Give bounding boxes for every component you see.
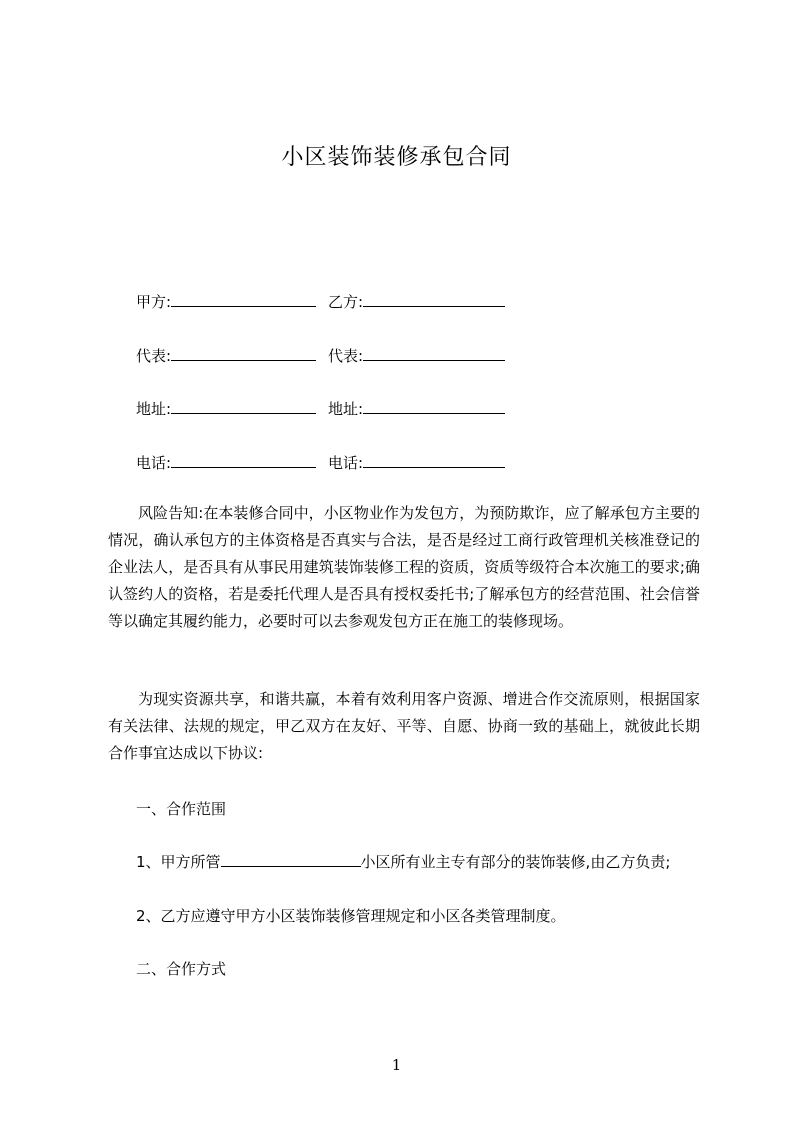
- party-a-address-label: 地址:: [136, 400, 172, 418]
- party-a-name-label: 甲方:: [136, 293, 172, 311]
- party-a-phone-label: 电话:: [136, 454, 172, 472]
- party-a-rep-field: [136, 345, 316, 366]
- section-2-heading: 二、合作方式: [136, 960, 227, 978]
- risk-notice-paragraph: 风险告知:在本装修合同中，小区物业作为发包方，为预防欺诈，应了解承包方主要的情况，确认承包方的主体资格是否真实与合法，是否是经过工商行政管理机关核准登记的企业法人，是否具有从事民用建筑装饰装修工程的资质，资质等级符合本次施工的要求;确认签约人的资格，若是委托代理人是否具有授权委托书;了解承包方的经营范围、社会信誉等以确定其履约能力，必要时可以去参观发包方正在施工的装修现场。: [108, 504, 700, 630]
- clause-1-1-suffix: 小区所有业主专有部分的装饰装修,由乙方负责;: [360, 853, 671, 871]
- party-a-address-blank: [171, 399, 316, 414]
- clause-1-2: 2、乙方应遵守甲方小区装饰装修管理规定和小区各类管理制度。: [136, 907, 566, 925]
- party-b-address-label: 地址:: [328, 400, 364, 418]
- party-b-rep-label: 代表:: [328, 347, 364, 365]
- party-b-phone-label: 电话:: [328, 454, 364, 472]
- party-a-phone-field: [136, 452, 316, 473]
- clause-1-1: [136, 851, 670, 872]
- party-b-phone-blank: [363, 453, 505, 468]
- party-b-name-blank: [363, 292, 505, 307]
- party-a-phone-blank: [171, 453, 316, 468]
- party-b-address-blank: [363, 399, 505, 414]
- preamble-paragraph: 为现实资源共享，和谐共赢，本着有效利用客户资源、增进合作交流原则，根据国家有关法律、法规的规定，甲乙双方在友好、平等、自愿、协商一致的基础上，就彼此长期合作事宜达成以下协议:: [108, 690, 700, 762]
- party-a-rep-blank: [171, 346, 316, 361]
- party-b-name-field: [328, 291, 505, 312]
- party-b-address-field: [328, 398, 505, 419]
- page-number: 1: [391, 1056, 402, 1074]
- party-a-name-field: [136, 291, 316, 312]
- clause-1-1-prefix: 1、甲方所管: [136, 853, 221, 871]
- party-b-rep-field: [328, 345, 505, 366]
- party-a-address-field: [136, 398, 316, 419]
- party-a-name-blank: [171, 292, 316, 307]
- section-1-heading: 一、合作范围: [136, 800, 227, 818]
- party-a-rep-label: 代表:: [136, 347, 172, 365]
- party-b-phone-field: [328, 452, 505, 473]
- party-b-name-label: 乙方:: [328, 293, 364, 311]
- community-name-blank: [221, 852, 361, 867]
- party-b-rep-blank: [363, 346, 505, 361]
- document-title: 小区装饰装修承包合同: [281, 145, 512, 170]
